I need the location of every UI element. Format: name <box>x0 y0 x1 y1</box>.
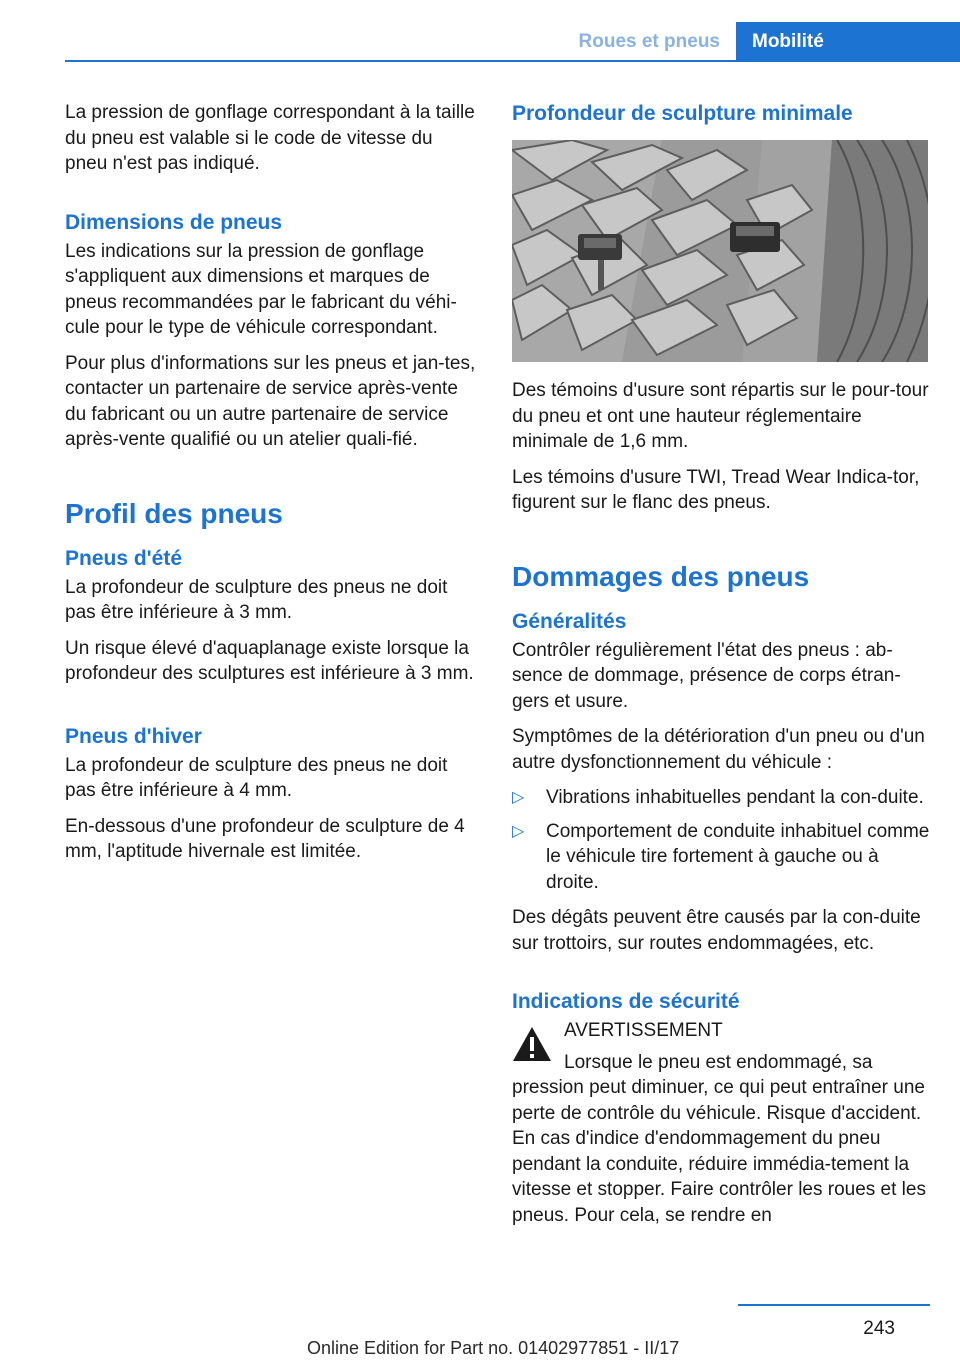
profondeur-minimale-heading: Profondeur de sculpture minimale <box>512 102 853 125</box>
warning-body: Lorsque le pneu est endommagé, sa pression peut diminuer, ce qui peut entraîner une perte de contrôle du véhicule. Risque d'accident. En cas d'indice d'endommagement du pneu pendant la conduite, réduire immédia-tement la vitesse et stopper. Faire contrôler les roues et les pneus. Pour cela, se rendre en <box>512 1051 926 1226</box>
dommages-heading: Dommages des pneus <box>512 560 810 592</box>
pneus-ete-heading: Pneus d'été <box>65 546 183 570</box>
generalites-paragraph-1: Contrôler régulièrement l'état des pneus : ab-sence de dommage, présence de corps étran-gers et usure. <box>512 639 901 712</box>
footer-rule <box>738 1304 930 1306</box>
list-item: ▷ Comportement de conduite inhabituel comme le véhicule tire fortement à gauche ou à droite. <box>512 820 930 893</box>
left-column <box>65 100 480 875</box>
header-chapter-tab: Mobilité <box>736 22 960 62</box>
profil-heading: Profil des pneus <box>65 497 283 529</box>
warning-block <box>512 1018 930 1228</box>
profondeur-minimale-paragraph-1: Des témoins d'usure sont répartis sur le pour-tour du pneu et ont une hauteur réglementaire minimale de 1,6 mm. <box>512 380 929 452</box>
dimensions-paragraph-2: Pour plus d'informations sur les pneus et jan-tes, contacter un partenaire de service après-vente du fabricant ou un autre partenaire de service après-vente qualifié ou un atelier quali-fié. <box>65 352 476 450</box>
edition-footer: Online Edition for Part no. 01402977851 - II/17 <box>307 1338 680 1358</box>
header-section-tab: Roues et pneus <box>578 31 720 52</box>
pneus-hiver-heading: Pneus d'hiver <box>65 724 202 748</box>
tire-tread-wear-indicator-image <box>512 140 928 362</box>
right-column <box>512 100 930 1228</box>
generalites-paragraph-2: Symptômes de la détérioration d'un pneu ou d'un autre dysfonctionnement du véhicule : <box>512 726 925 773</box>
securite-heading: Indications de sécurité <box>512 990 740 1013</box>
page-header <box>65 22 960 62</box>
symptoms-list <box>512 785 930 895</box>
pneus-ete-paragraph-2: Un risque élevé d'aquaplanage existe lorsque la profondeur des sculptures est inférieure à 3 mm. <box>65 637 474 684</box>
intro-paragraph: La pression de gonflage correspondant à la taille du pneu est valable si le code de vitesse du pneu n'est pas indiqué. <box>65 102 475 174</box>
list-item: ▷ Vibrations inhabituelles pendant la con-duite. <box>512 785 930 811</box>
pneus-hiver-paragraph-1: La profondeur de sculpture des pneus ne doit pas être inférieure à 4 mm. <box>65 754 448 801</box>
triangle-bullet-icon: ▷ <box>512 789 525 806</box>
profondeur-minimale-paragraph-2: Les témoins d'usure TWI, Tread Wear Indica-tor, figurent sur le flanc des pneus. <box>512 466 920 513</box>
warning-triangle-icon <box>512 1026 552 1062</box>
header-rule <box>65 60 960 62</box>
warning-title: AVERTISSEMENT <box>564 1020 723 1041</box>
dimensions-paragraph-1: Les indications sur la pression de gonflage s'appliquent aux dimensions et marques de pneus recommandées par le fabricant du véhi-cule pour le type de véhicule correspondant. <box>65 240 457 338</box>
generalites-heading: Généralités <box>512 609 627 633</box>
page-number: 243 <box>863 1318 895 1339</box>
generalites-paragraph-3: Des dégâts peuvent être causés par la con-duite sur trottoirs, sur routes endommagées, etc. <box>512 907 921 954</box>
pneus-hiver-paragraph-2: En-dessous d'une profondeur de sculpture de 4 mm, l'aptitude hivernale est limitée. <box>65 815 465 862</box>
triangle-bullet-icon: ▷ <box>512 822 525 840</box>
dimensions-heading: Dimensions de pneus <box>65 210 283 234</box>
pneus-ete-paragraph-1: La profondeur de sculpture des pneus ne doit pas être inférieure à 3 mm. <box>65 576 448 623</box>
